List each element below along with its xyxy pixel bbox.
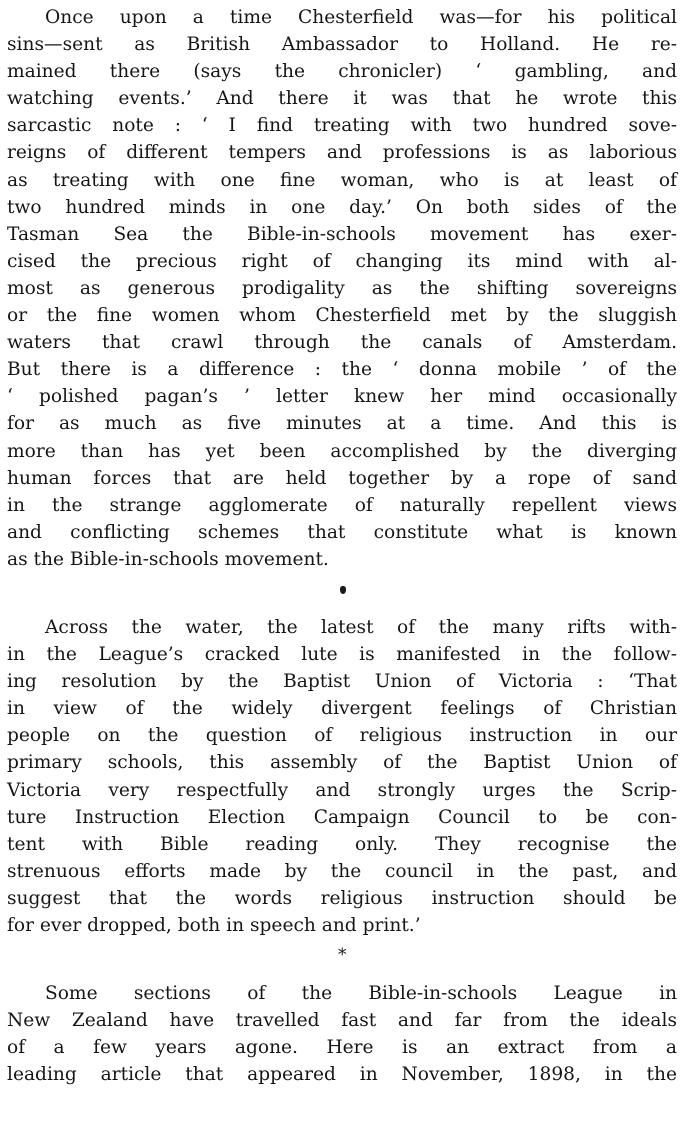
text-line: Some sections of the Bible-in-schools League in <box>45 983 677 1005</box>
paragraph-new-zealand <box>7 980 677 1088</box>
text-line: Once upon a time Chesterfield was—for his political <box>45 7 677 28</box>
text-line: as the Bible-in-schools movement. <box>7 548 329 570</box>
text-line: ‘ polished pagan’s ’ letter knew her mind occasionally <box>7 386 677 408</box>
text-line: people on the question of religious instruction in our <box>7 725 677 747</box>
text-line: as treating with one fine woman, who is at least of <box>7 169 677 191</box>
text-line: in view of the widely divergent feelings of Christian <box>7 698 677 720</box>
asterisk-ornament: * <box>338 945 347 966</box>
text-line: reigns of different tempers and professions is as laborious <box>7 142 677 164</box>
text-line: waters that crawl through the canals of Amsterdam. <box>7 332 677 354</box>
text-line: watching events.’ And there it was that he wrote this <box>7 88 677 110</box>
text-line: Across the water, the latest of the many rifts with- <box>45 616 677 638</box>
text-line: of a few years agone. Here is an extract from a <box>7 1037 677 1059</box>
text-line: New Zealand have travelled fast and far from the ideals <box>7 1010 677 1032</box>
text-line: tent with Bible reading only. They recognise the <box>7 833 677 855</box>
text-line: strenuous efforts made by the council in the past, and <box>7 860 677 882</box>
text-line: But there is a difference : the ‘ donna mobile ’ of the <box>7 359 677 381</box>
text-line: sins—sent as British Ambassador to Holland. He re- <box>7 34 677 56</box>
paragraph-chesterfield <box>7 4 677 573</box>
text-line: in the strange agglomerate of naturally repellent views <box>7 494 677 516</box>
document-page <box>7 4 677 1088</box>
text-line: more than has yet been accomplished by the diverging <box>7 440 677 462</box>
text-line: sarcastic note : ‘ I find treating with two hundred sove- <box>7 115 677 137</box>
text-line: ture Instruction Election Campaign Council to be con- <box>7 806 677 828</box>
section-divider <box>7 939 677 980</box>
text-line: most as generous prodigality as the shifting sovereigns <box>7 277 677 299</box>
text-line: two hundred minds in one day.’ On both sides of the <box>7 196 677 218</box>
text-line: leading article that appeared in November, 1898, in the <box>7 1064 677 1086</box>
text-line: Tasman Sea the Bible-in-schools movement has exer- <box>7 223 677 245</box>
text-line: suggest that the words religious instruction should be <box>7 887 677 909</box>
section-divider <box>7 573 677 614</box>
text-line: for as much as five minutes at a time. And this is <box>7 413 677 435</box>
bullet-ornament-icon <box>340 586 346 594</box>
text-line: primary schools, this assembly of the Baptist Union of <box>7 752 677 774</box>
paragraph-baptist-union <box>7 614 677 939</box>
text-line: in the League’s cracked lute is manifested in the follow- <box>7 644 677 666</box>
text-line: human forces that are held together by a rope of sand <box>7 467 677 489</box>
text-line: or the fine women whom Chesterfield met by the sluggish <box>7 305 677 327</box>
text-line: mained there (says the chronicler) ‘ gambling, and <box>7 61 677 83</box>
text-line: ing resolution by the Baptist Union of Victoria : ‘That <box>7 671 677 693</box>
text-line: and conflicting schemes that constitute what is known <box>7 521 677 543</box>
text-line: for ever dropped, both in speech and print.’ <box>7 915 421 936</box>
text-line: cised the precious right of changing its mind with al- <box>7 250 677 272</box>
text-line: Victoria very respectfully and strongly urges the Scrip- <box>7 779 677 801</box>
